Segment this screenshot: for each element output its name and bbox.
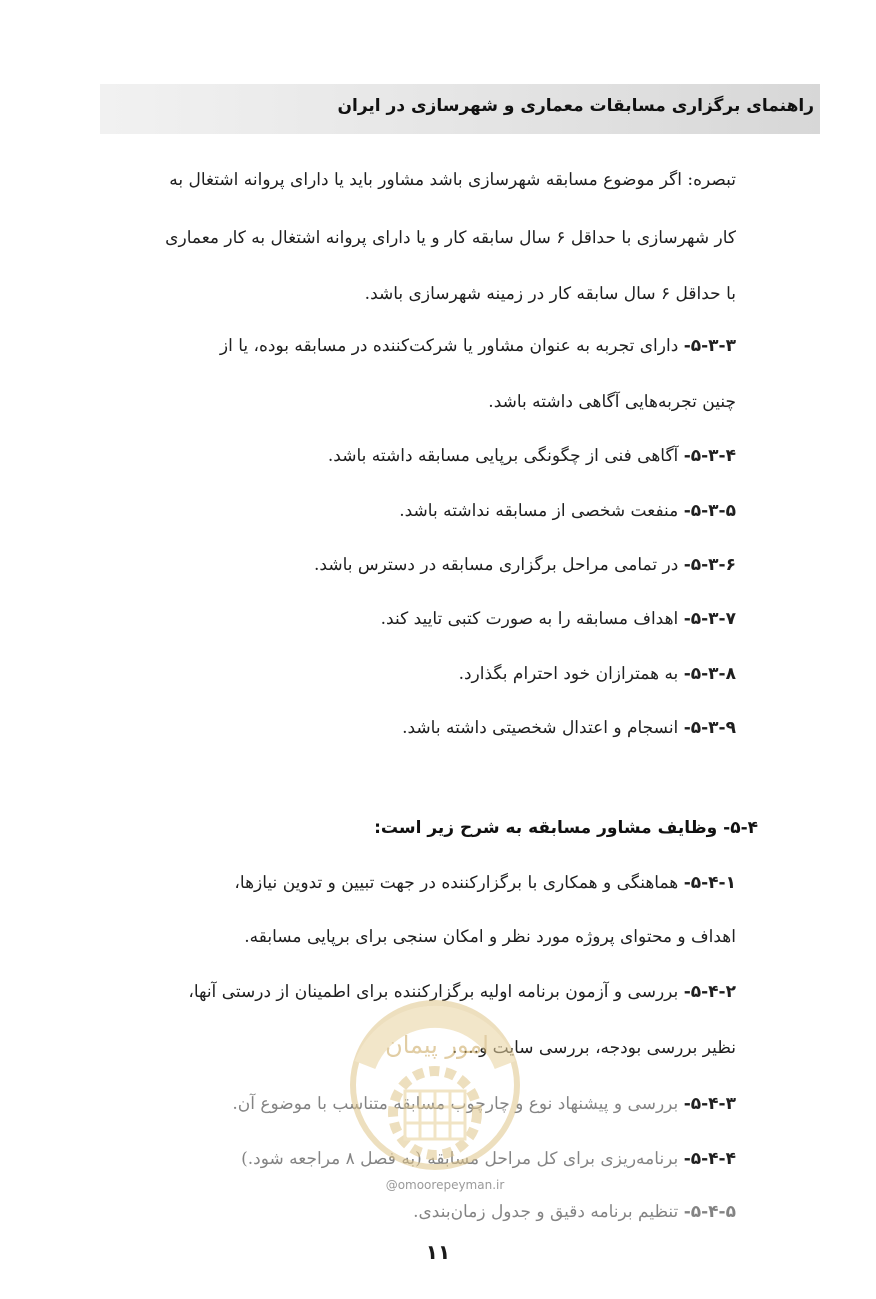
item-5-3-7 <box>381 607 736 631</box>
watermark-logo-text: امور پیمان <box>385 1031 489 1059</box>
item-5-3-3-continued: چنین تجربه‌هایی آگاهی داشته باشد. <box>488 392 736 412</box>
item-5-3-6 <box>314 553 736 577</box>
item-text: بررسی و پیشنهاد نوع و چارچوب مسابقه متناسب با موضوع آن. <box>232 1094 684 1114</box>
item-5-3-9 <box>402 716 736 740</box>
item-5-3-3 <box>220 334 736 358</box>
item-5-3-5 <box>399 499 736 523</box>
item-number: ۵-۳-۶- <box>683 555 736 575</box>
item-number: ۵-۳-۷- <box>683 609 736 629</box>
item-number: ۵-۳-۹- <box>683 718 736 738</box>
item-text: برنامه‌ریزی برای کل مراحل مسابقه (به فصل ۸ مراجعه شود.) <box>241 1149 684 1169</box>
item-number: ۵-۴-۴- <box>683 1149 736 1169</box>
running-header-title: راهنمای برگزاری مسابقات معماری و شهرسازی در ایران <box>337 96 814 116</box>
item-text: دارای تجربه به عنوان مشاور یا شرکت‌کننده در مسابقه بوده، یا از <box>219 336 684 356</box>
item-text: در تمامی مراحل برگزاری مسابقه در دسترس باشد. <box>314 555 684 575</box>
watermark-logo <box>345 995 525 1175</box>
item-text: تنظیم برنامه دقیق و جدول زمان‌بندی. <box>413 1202 684 1222</box>
item-text: بررسی و آزمون برنامه اولیه برگزارکننده برای اطمینان از درستی آنها، <box>188 982 684 1002</box>
item-5-4-2-continued: نظیر بررسی بودجه، بررسی سایت و... . <box>452 1038 736 1058</box>
item-5-4-1-continued: اهداف و محتوای پروژه مورد نظر و امکان سنجی برای برپایی مسابقه. <box>244 927 736 947</box>
item-text: انسجام و اعتدال شخصیتی داشته باشد. <box>402 718 684 738</box>
item-5-4-1 <box>234 871 736 895</box>
item-number: ۵-۳-۳- <box>683 336 736 356</box>
item-number: ۵-۴-۵- <box>683 1202 736 1222</box>
item-text: منفعت شخصی از مسابقه نداشته باشد. <box>399 501 684 521</box>
item-number: ۵-۴-۱- <box>683 873 736 893</box>
item-text: آگاهی فنی از چگونگی برپایی مسابقه داشته باشد. <box>327 446 684 466</box>
note-line-1: تبصره: اگر موضوع مسابقه شهرسازی باشد مشاور باید یا دارای پروانه اشتغال به <box>169 170 736 190</box>
note-line-3: با حداقل ۶ سال سابقه کار در زمینه شهرسازی باشد. <box>364 284 736 304</box>
item-5-4-5 <box>413 1200 736 1224</box>
page-number: ۱۱ <box>425 1240 451 1264</box>
item-number: ۵-۴-۳- <box>683 1094 736 1114</box>
item-text: هماهنگی و همکاری با برگزارکننده در جهت تبیین و تدوین نیازها، <box>234 873 684 893</box>
item-number: ۵-۴-۲- <box>683 982 736 1002</box>
item-number: ۵-۳-۵- <box>683 501 736 521</box>
item-5-3-8 <box>459 662 736 686</box>
section-heading-5-4: ۵-۴- وظایف مشاور مسابقه به شرح زیر است: <box>374 818 758 838</box>
item-text: اهداف مسابقه را به صورت کتبی تایید کند. <box>380 609 684 629</box>
item-5-3-4 <box>328 444 736 468</box>
item-number: ۵-۳-۴- <box>683 446 736 466</box>
watermark-url: @omoorepeyman.ir <box>385 1178 505 1192</box>
note-line-2: کار شهرسازی با حداقل ۶ سال سابقه کار و یا دارای پروانه اشتغال به کار معماری <box>165 228 736 248</box>
item-number: ۵-۳-۸- <box>683 664 736 684</box>
item-text: به همترازان خود احترام بگذارد. <box>458 664 684 684</box>
